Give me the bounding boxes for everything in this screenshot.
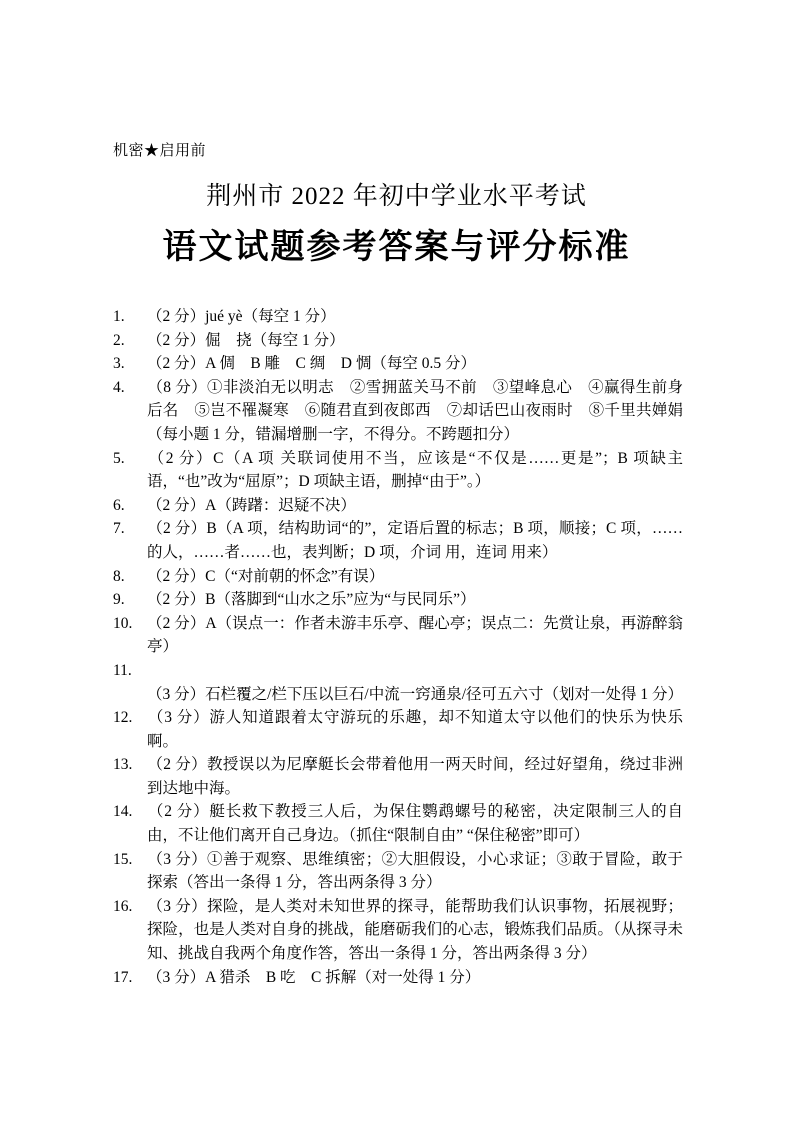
answer-item-1 [113,305,683,329]
answer-item-11 [113,659,683,706]
answer-item-5 [113,447,683,494]
item-text: （2 分）C（A 项 关联词使用不当，应该是“不仅是……更是”；B 项缺主语，“也”改为“屈原”；D 项缺主语，删掉“由于”。） [147,449,683,491]
item-number: 13. [113,756,133,774]
answer-item-9 [113,588,683,612]
item-text: （3 分）①善于观察、思维缜密；②大胆假设，小心求证；③敢于冒险，敢于探索（答出一条得 1 分，答出两条得 3 分） [147,850,683,892]
item-number: 4. [113,378,125,396]
answer-item-10 [113,612,683,659]
answer-item-16 [113,895,683,966]
item-number: 2. [113,331,125,349]
item-text: （3 分）游人知道跟着太守游玩的乐趣，却不知道太守以他们的快乐为快乐啊。 [147,709,683,750]
item-number: 12. [113,709,133,727]
answer-list [113,305,683,989]
item-text: （2 分）教授误以为尼摩艇长会带着他用一两天时间，经过好望角，绕过非洲到达地中海。 [147,756,683,797]
answer-item-14 [113,800,683,847]
item-text: （2 分）A（踌躇：迟疑不决） [147,496,356,514]
item-text: （3 分）石栏覆之/栏下压以巨石/中流一窍通泉/径可五六寸（划对一处得 1 分） [147,685,684,703]
item-number: 8. [113,567,125,585]
item-number: 3. [113,355,125,373]
item-number: 1. [113,308,125,325]
item-number: 7. [113,520,125,538]
item-text: （2 分）艇长救下教授三人后，为保住鹦鹉螺号的秘密，决定限制三人的自由，不让他们离开自己身边。（抓住“限制自由” “保住秘密”即可） [147,803,683,845]
item-text: （3 分）探险，是人类对未知世界的探寻，能帮助我们认识事物，拓展视野；探险，也是人类对自身的挑战，能磨砺我们的心志，锻炼我们品质。（从探寻未知、挑战自我两个角度作答，答出一条得 1 分，答出两条得 3 分） [147,897,683,963]
answer-item-2 [113,329,683,353]
item-number: 17. [113,968,133,986]
item-text: （2 分）A 倜 B 雕 C 绸 D 惆（每空 0.5 分） [147,355,476,373]
item-text: （2 分）C（“对前朝的怀念”有误） [147,567,385,585]
exam-title: 荆州市 2022 年初中学业水平考试 [206,183,587,210]
classification-label: 机密★启用前 [113,143,207,159]
answer-item-17 [113,966,683,990]
answer-item-4 [113,376,683,447]
item-number: 16. [113,897,133,915]
item-text: （2 分）A（误点一：作者未游丰乐亭、醒心亭；误点二：先赏让泉，再游醉翁亭） [147,614,683,656]
item-text: （2 分）B（落脚到“山水之乐”应为“与民同乐”） [147,591,476,609]
item-number: 6. [113,496,125,514]
answer-item-7 [113,517,683,564]
item-text: （8 分）①非淡泊无以明志 ②雪拥蓝关马不前 ③望峰息心 ④赢得生前身后名 ⑤岂不罹凝寒 ⑥随君直到夜郎西 ⑦却话巴山夜雨时 ⑧千里共婵娟（每小题 1 分，错漏增删一字，不得分。不跨题扣分） [147,378,683,443]
answer-item-13 [113,753,683,800]
item-text: （2 分）B（A 项，结构助词“的”，定语后置的标志；B 项，顺接；C 项，……的人，……者……也，表判断；D 项，介词 用，连词 用来） [147,520,683,561]
answer-item-12 [113,706,683,753]
document-title: 语文试题参考答案与评分标准 [162,228,631,266]
item-number: 9. [113,591,125,609]
item-text: （2 分）倔 挠（每空 1 分） [147,331,345,349]
item-text: （2 分）jué yè（每空 1 分） [147,308,336,325]
answer-item-6 [113,494,683,518]
item-text: （3 分）A 猎杀 B 吃 C 拆解（对一处得 1 分） [147,968,481,986]
item-number: 10. [113,614,133,632]
answer-item-8 [113,565,683,589]
item-number: 15. [113,850,133,868]
item-number: 11. [113,661,132,679]
answer-item-3 [113,352,683,376]
item-number: 5. [113,449,125,467]
answer-item-15 [113,848,683,895]
item-number: 14. [113,803,133,821]
